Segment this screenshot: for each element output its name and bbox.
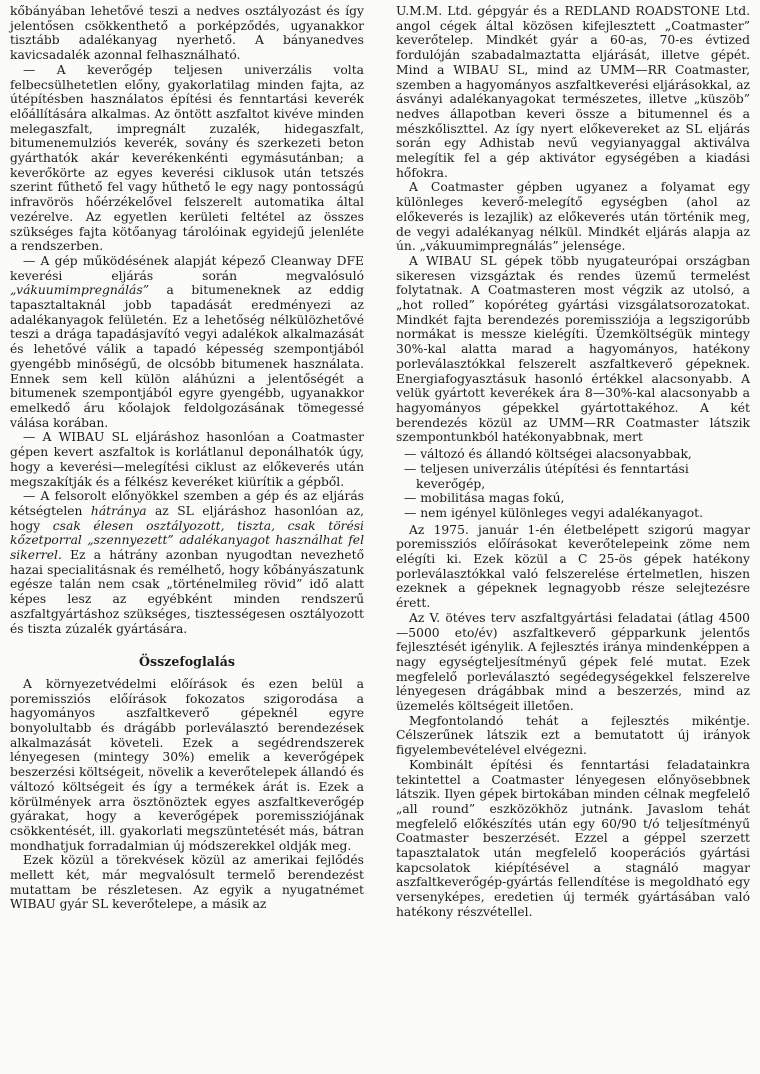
emphasis-text: „vákuumimpregnálás” bbox=[10, 283, 149, 298]
paragraph-text: a bitumeneknek az eddig tapasztaltaknál jobb tapadását eredményezi az adalékanyagok felületén. Ez a lehetőség nélkülözhetővé teszi a drága tapadásjavító vegyi adalékok alkalmazását és lehetővé válik a tapadó képesség szempontjából gyengébb minőségű, de olcsóbb bitumenek használata. Ennek sem kell külön aláhúzni a jelentőségét a bitumenek szempontjából egyre gyengébb, ugyanakkor emelkedő áru kőolajok feldolgozásának tömegessé válása korában. bbox=[10, 283, 364, 430]
paragraph: Megfontolandó tehát a fejlesztés mikéntje. Célszerűnek látszik ezt a bemutatott új irányok figyelembevételével elvégezni. bbox=[396, 713, 750, 758]
section-heading: Összefoglalás bbox=[139, 654, 235, 670]
paragraph bbox=[10, 254, 364, 430]
paragraph bbox=[10, 489, 364, 636]
list-item: — teljesen univerzális útépítési és fenntartási keverőgép, bbox=[404, 461, 689, 491]
paragraph: A környezetvédelmi előírások és ezen belül a poremissziós előírások fokozatos szigorodása a hagyományos aszfaltkeverő gépeknél egyre bonyolultabb és drágább porleválasztó berendezések alkalmazását követeli. Ezek a segédrendszerek lényegesen (mintegy 30%) emelik a keverőgépek beszerzési költségeit, növelik a keverőtelepek állandó és változó költségeit és így a termékek árát is. Ezek a körülmények arra ösztönöztek egyes aszfaltkeverőgép gyárakat, hogy a keverőgépek poremissziójának csökkentését, ill. gyakorlati megszüntetését más, bátran mondhatjuk forradalmian új módszerekkel oldják meg. bbox=[10, 676, 364, 853]
paragraph-text: Ez a hátrány azonban nyugodtan nevezhető hazai specialitásnak és remélhető, hogy kőbányászatunk egésze talán nem csak „történelmileg rövid” idő alatt képes lesz az egyébként minden rendszerű aszfaltgyártáshoz szükséges, tisztességesen osztályozott és tiszta zúzalék gyártására. bbox=[10, 548, 364, 636]
paragraph: A Coatmaster gépben ugyanez a folyamat egy különleges keverő-melegítő egységben (ahol az előkeverés is lezajlik) az előkeverés után történik meg, de vegyi adalékanyag nélkül. Mindkét eljárás alapja az ún. „vákuumimpregnálás” jelensége. bbox=[396, 180, 750, 254]
emphasis-text: hátránya bbox=[90, 503, 147, 518]
paragraph-text: az SL eljáráshoz hasonlóan az, hogy bbox=[10, 503, 364, 533]
paragraph: Az V. ötéves terv aszfaltgyártási feladatai (átlag 4500—5000 eto/év) aszfaltkeverő gépparkunk jelentős fejlesztését igénylik. A fejlesztés iránya mindenképpen a nagy egységteljesítményű gépek felé mutat. Ezek megfelelő porleválasztó segédegységekkel felszerelve lényegesen drágábbak mind a beszerzés, mind az üzemelés költségeit illetően. bbox=[396, 610, 750, 714]
paragraph: kőbányában lehetővé teszi a nedves osztályozást és így jelentősen csökkenthető a porképződés, ugyanakkor tisztább adalékanyag nyerhető. A bányanedves kavicsadalék azonnal felhasználható. bbox=[10, 4, 364, 63]
paragraph: — A keverőgép teljesen univerzális volta felbecsülhetetlen előny, gyakorlatilag minden fajta, az útépítésben használatos építési és fenntartási keverék előállítására alkalmas. Az öntött aszfaltot kivéve minden melegaszfalt, impregnált zuzalék, hidegaszfalt, bitumenemulziós keverék, sovány és szerkezeti beton gyárthatók akár keverékenkénti egymásutánban; a keverőkörte az egyes keverési ciklusok után tetszés szerint fűthető fel vagy hűthető le egy nagy pontosságú infravörös hőérzékelővel felszerelt automatika által vezérelve. Az egyetlen kerületi feltétel az összes szükséges fajta kötőanyag tárolóinak egyidejű jelenléte a rendszerben. bbox=[10, 62, 364, 254]
paragraph: U.M.M. Ltd. gépgyár és a REDLAND ROADSTONE Ltd. angol cégek által közösen kifejlesztett „Coatmaster” keverőtelep. Mindkét gyár a 60-as, 70-es évtized fordulóján szabadalmaztatta eljárását, illetve gépét. Mind a WIBAU SL, mind az UMM—RR Coatmaster, szemben a hagyományos aszfaltkeverési eljárásokkal, az ásványi adalékanyagokat természetes, illetve „küszöb” nedves állapotban keveri össze a bitumennel és a mészkőliszttel. Az így nyert előkevereket az SL eljárás során egy Adhistab nevű vegyianyaggal aktiválva melegítik fel a gép aktivátor egységében a kiadási hőfokra. bbox=[396, 4, 750, 180]
emphasis-text: csak élesen osztályozott, tiszta, csak törési kőzetporral „szennyezett” adalékanyagot használhat fel sikerrel. bbox=[10, 518, 364, 563]
paragraph: Kombinált építési és fenntartási feladatainkra tekintettel a Coatmaster lényegesen előnyösebbnek látszik. Ilyen gépek birtokában minden célnak megfelelő „all round” eszközökhöz jutnánk. Javaslom tehát megfelelő előkészítés után egy 60/90 t/ó teljesítményű Coatmaster beszerzését. Ezzel a géppel szerzett tapasztalatok után megfelelő kooperációs gyártási kapcsolatok kiépítésével a stagnáló magyar aszfaltkeverőgép-gyártás fellendítése is megoldható egy versenyképes, eredetien új termék gyártásában való hatékony részvétellel. bbox=[396, 757, 750, 919]
paragraph: Ezek közül a törekvések közül az amerikai fejlődés mellett két, már megvalósult termelő berendezést mutattam be részletesen. Az egyik a nyugatnémet WIBAU gyár SL keverőtelepe, a másik az bbox=[10, 853, 364, 912]
paragraph-text: — A felsorolt előnyökkel szemben a gép és az eljárás kétségtelen bbox=[10, 489, 364, 518]
list-item: — nem igényel különleges vegyi adalékanyagot. bbox=[404, 505, 703, 520]
paragraph-text: — A gép működésének alapját képező Cleanway DFE keverési eljárás során megvalósuló bbox=[10, 253, 364, 283]
paragraph: A WIBAU SL gépek több nyugateurópai országban sikeresen vizsgáztak és rendes üzemű termelést folytatnak. A Coatmasteren most végzik az utolsó, a „hot rolled” kopóréteg gyártási vizsgálatsorozatokat. Mindkét fajta berendezés poremissziója a legszigorúbb normákat is messze kielégíti. Üzemköltségük mintegy 30%-kal alatta marad a hagyományos, hatékony porleválasztókkal felszerelt aszfaltkeverő gépeknek. Energiafogyasztásuk hasonló értékkel alacsonyabb. A velük gyártott keverékek ára 8—30%-kal alacsonyabb a hagyományos gépekkel gyártottakéhoz. A két berendezés közül az UMM—RR Coatmaster látszik szempontunkból hatékonyabbnak, mert bbox=[396, 253, 750, 445]
list-item: — változó és állandó költségei alacsonyabbak, bbox=[404, 447, 692, 462]
advantages-list bbox=[396, 447, 750, 521]
paragraph: Az 1975. január 1-én életbelépett szigorú magyar poremissziós előírásokat keverőtelepeink zöme nem elégíti ki. Ezek közül a C 25-ös gépek hatékony porleválasztókkal való felszerelése értelmetlen, hiszen ezeknek a gépeknek legnagyobb része selejtezésre érett. bbox=[396, 522, 750, 611]
paragraph: — A WIBAU SL eljáráshoz hasonlóan a Coatmaster gépen kevert aszfaltok is korlátlanul deponálhatók úgy, hogy a keverési—melegítési ciklust az előkeverés után megszakítják és a félkész keveréket kiürítik a gépből. bbox=[10, 430, 364, 489]
left-column bbox=[10, 4, 364, 912]
list-item: — mobilitása magas fokú, bbox=[404, 491, 565, 506]
right-column bbox=[396, 4, 750, 920]
